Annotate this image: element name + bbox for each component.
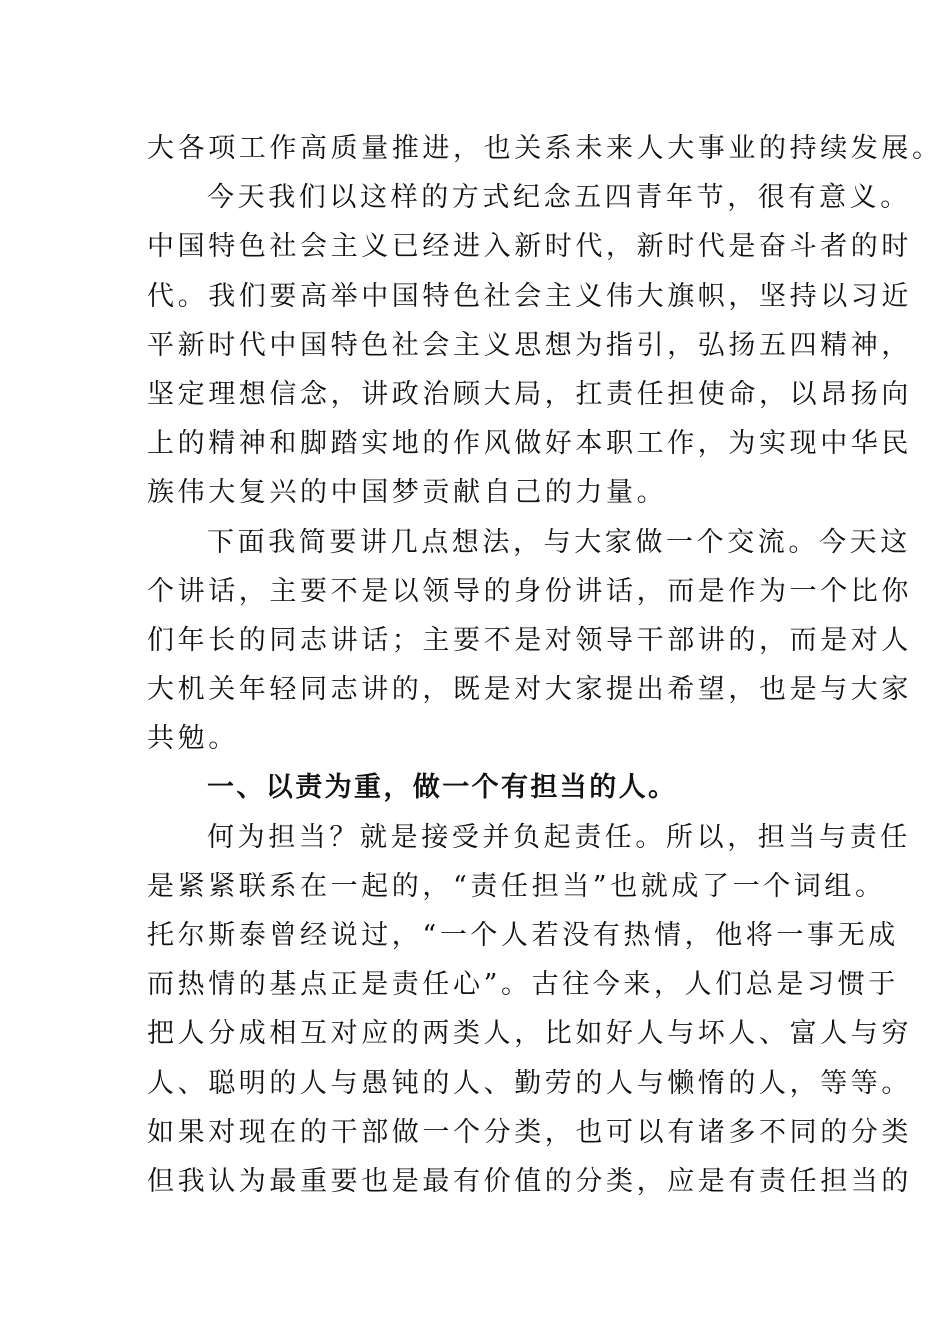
text-line: 中国特色社会主义已经进入新时代，新时代是奋斗者的时 bbox=[147, 231, 912, 263]
text-line: 托尔斯泰曾经说过，“一个人若没有热情，他将一事无成 bbox=[147, 920, 899, 951]
paragraph-start-line: 何为担当？就是接受并负起责任。所以，担当与责任 bbox=[207, 821, 911, 853]
paragraph-start-line: 下面我简要讲几点想法，与大家做一个交流。今天这 bbox=[207, 526, 911, 558]
text-line: 族伟大复兴的中国梦贡献自己的力量。 bbox=[147, 477, 668, 509]
text-line: 上的精神和脚踏实地的作风做好本职工作，为实现中华民 bbox=[147, 428, 912, 460]
text-line: 是紧紧联系在一起的，“责任担当”也就成了一个词组。 bbox=[147, 870, 886, 902]
text-line: 大各项工作高质量推进，也关系未来人大事业的持续发展。 bbox=[147, 133, 943, 164]
text-line: 共勉。 bbox=[147, 723, 239, 755]
text-line: 把人分成相互对应的两类人，比如好人与坏人、富人与穷 bbox=[147, 1018, 912, 1050]
text-line: 大机关年轻同志讲的，既是对大家提出希望，也是与大家 bbox=[147, 674, 912, 706]
text-line: 坚定理想信念，讲政治顾大局，扛责任担使命，以昂扬向 bbox=[147, 378, 912, 410]
text-line: 们年长的同志讲话；主要不是对领导干部讲的，而是对人 bbox=[147, 624, 912, 656]
text-line: 个讲话，主要不是以领导的身份讲话，而是作为一个比你 bbox=[147, 575, 912, 607]
text-line: 如果对现在的干部做一个分类，也可以有诸多不同的分类 bbox=[147, 1116, 912, 1148]
text-line: 平新时代中国特色社会主义思想为指引，弘扬五四精神， bbox=[147, 329, 912, 361]
document-body bbox=[147, 124, 943, 1206]
text-line: 代。我们要高举中国特色社会主义伟大旗帜，坚持以习近 bbox=[147, 280, 912, 312]
text-line: 但我认为最重要也是最有价值的分类，应是有责任担当的 bbox=[147, 1165, 912, 1197]
text-line: 人、聪明的人与愚钝的人、勤劳的人与懒惰的人，等等。 bbox=[147, 1067, 912, 1099]
paragraph-start-line: 今天我们以这样的方式纪念五四青年节，很有意义。 bbox=[207, 182, 911, 214]
text-line: 而热情的基点正是责任心”。古往今来，人们总是习惯于 bbox=[147, 969, 899, 1001]
section-heading: 一、以责为重，做一个有担当的人。 bbox=[207, 772, 678, 804]
